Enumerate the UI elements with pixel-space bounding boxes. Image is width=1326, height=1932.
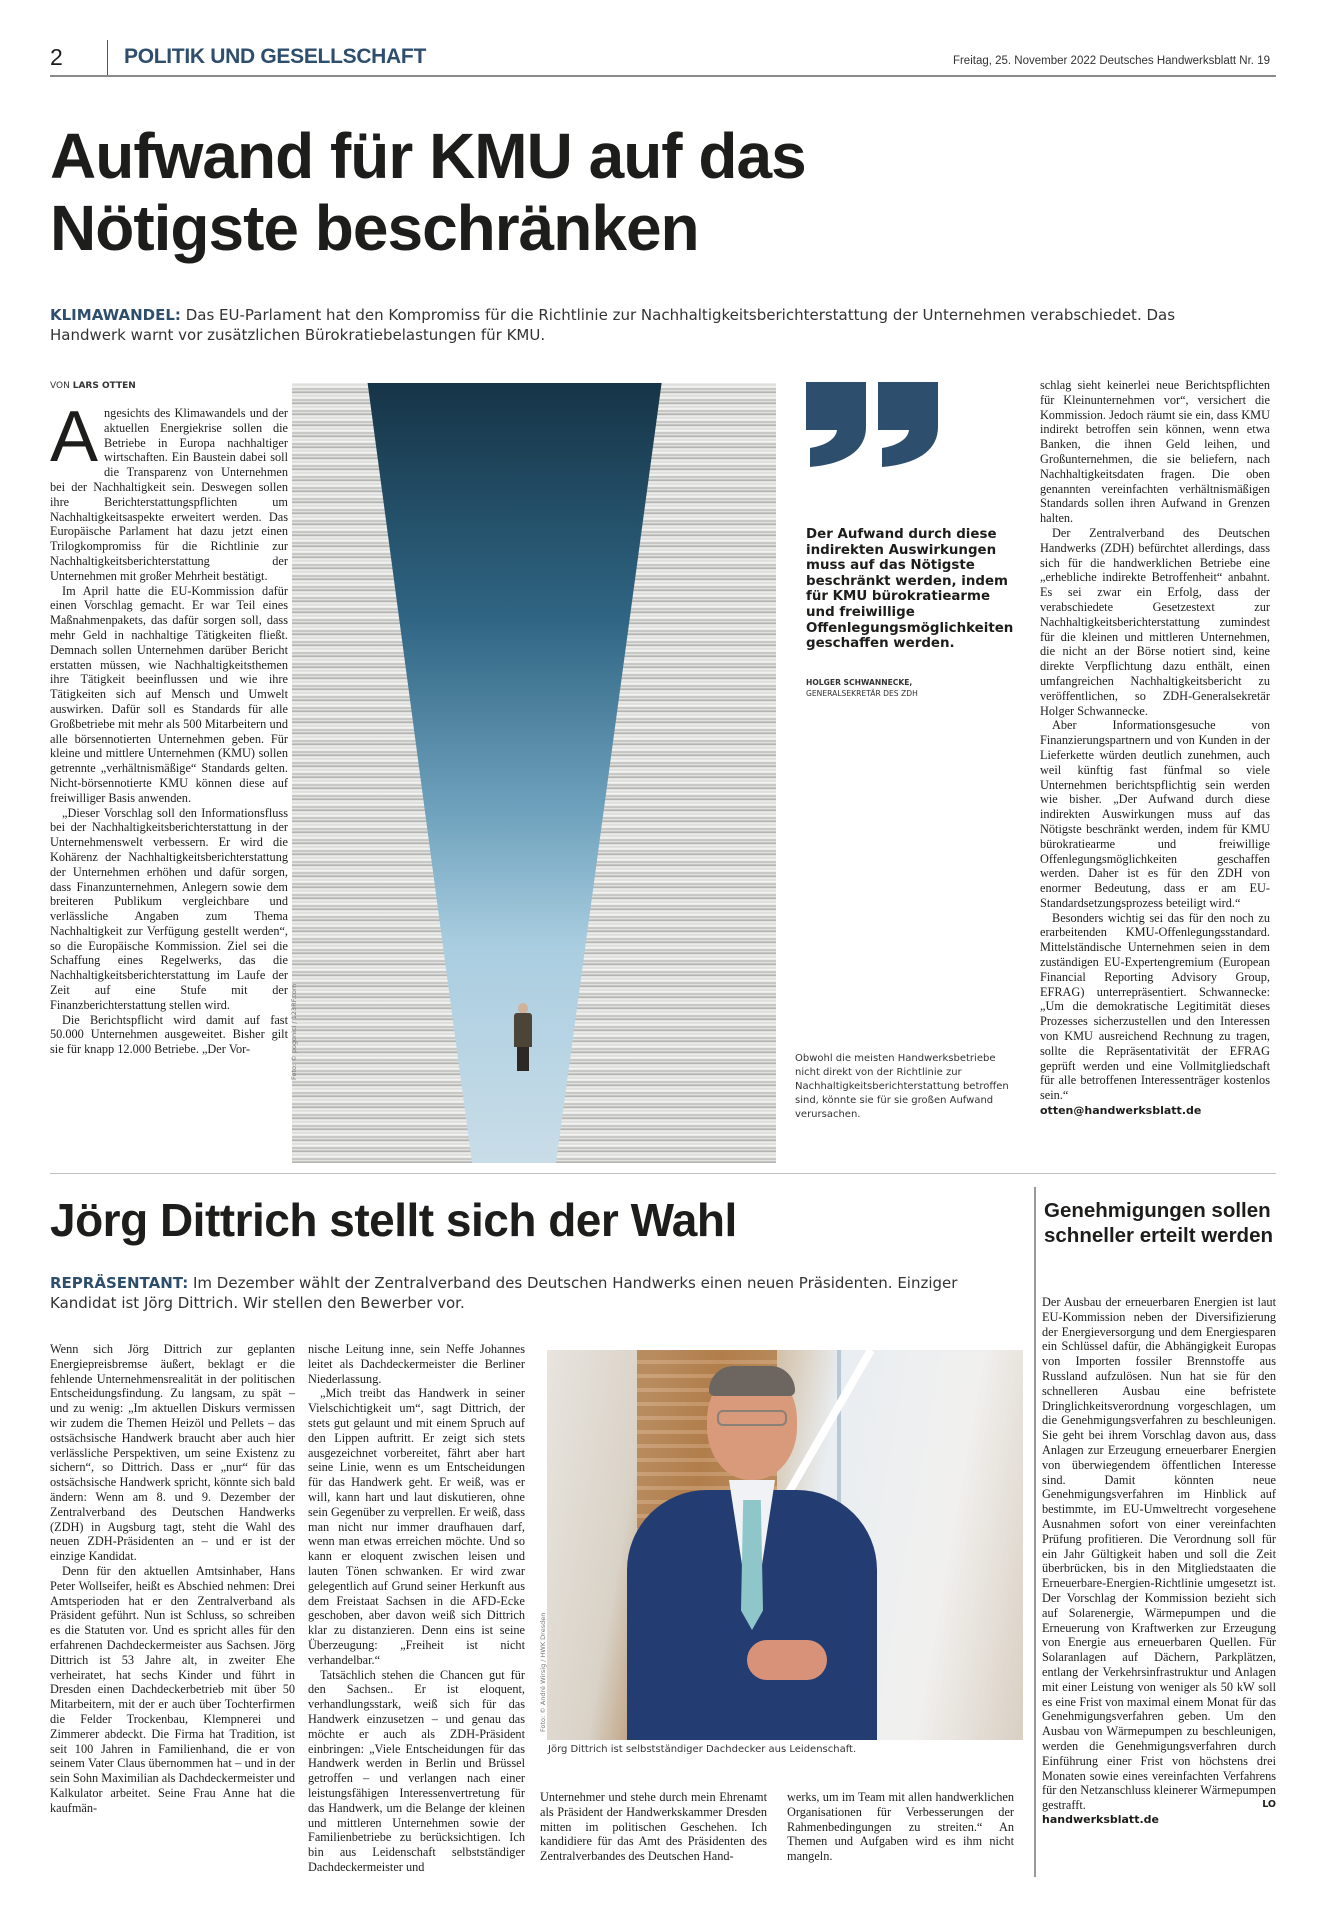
article1-paragraph: Die Berichtspflicht wird damit auf fast 50.000 Unternehmen ausgeweitet. Bisher gilt sie für knapp 12.000 Betriebe. „Der Vor- — [50, 1012, 288, 1057]
article1-headline: Aufwand für KMU auf das Nötigste beschränken — [50, 120, 806, 264]
page-number: 2 — [50, 44, 63, 70]
article2-lead-text: Im Dezember wählt der Zentralverband des Deutschen Handwerks einen neuen Präsidenten. Einziger Kandidat ist Jörg Dittrich. Wir stellen den Bewerber vor. — [50, 1274, 958, 1312]
article1-column-3 — [1040, 378, 1270, 1119]
author-initials: LO — [1262, 1799, 1276, 1811]
photo-credit: Foto: © André Wirsig / HWK Dresden — [539, 1612, 547, 1732]
article2-kicker: REPRÄSENTANT: — [50, 1274, 189, 1292]
article1-paragraph: Der Zentralverband des Deutschen Handwerks (ZDH) befürchtet allerdings, dass sich für die handwerklichen Betriebe eine „erhebliche indirekte Betroffenheit“ anbahnt. Es sei zwar ein Erfolg, dass der verabschiedete Gesetzestext zur Nachhaltigkeitsberichterstattung zumindest für die kleinen und mittleren Unternehmen, die nicht an der Börse notiert sind, keine direkte Verpflichtung dazu enthält, einen umfangreichen Nachhaltigkeitsbericht zu veröffentlichen, so ZDH-Generalsekretär Holger Schwannecke. — [1040, 525, 1270, 718]
article1-lead — [50, 305, 1250, 345]
article1-paragraph: Aber Informationsgesuche von Finanzierungspartnern und von Kunden in der Lieferkette würden deutlich zunehmen, auch weil künftig fast fünfmal so viele Unternehmen berichtspflichtig sein werden wie bisher. „Der Aufwand durch diese indirekten Auswirkungen muss auf das Nötigste beschränkt werden, indem für KMU bürokratiearme und freiwillige Offenlegungsmöglichkeiten geschaffen werden. Daher ist es für den ZDH von enormer Bedeutung, dass er am EU-Standardsetzungsprozess beteiligt wird.“ — [1040, 718, 1270, 910]
pullquote-text: Der Aufwand durch diese indirekten Auswirkungen muss auf das Nötigste beschränkt werden, indem für KMU bürokratiearme und freiwillige Offenlegungsmöglichkeiten geschaffen werden. — [806, 527, 1014, 652]
article1-paragraph — [50, 397, 288, 584]
article2-paragraph: Denn für den aktuellen Amtsinhaber, Hans Peter Wollseifer, heißt es Abschied nehmen: Drei Amtsperioden hat er den Zentralverband als Präsident geführt. Nun ist Schluss, so schreiben es die Statuten vor. Und es spricht alles für den erfahrenen Dachdeckermeister aus Sachsen. Jörg Dittrich ist 53 Jahre alt, in zweiter Ehe verheiratet, hat sechs Kinder und führt in Dresden einen Dachdeckerbetrieb mit über 50 Mitarbeitern, mit der er auch über Tochterfirmen die Felder Trockenbau, Klempnerei und Zimmerer abdeckt. Die Firma hat Tradition, ist seit 100 Jahren in Familienhand, die er von seinem Vater Claus übernommen hat – und in der sein Sohn Maximilian als Dachdeckermeister und Kalkulator arbeitet. Seine Frau Anne hat die kaufmän- — [50, 1563, 295, 1815]
article2-paragraph: Tatsächlich stehen die Chancen gut für den Sachsen.. Er ist eloquent, verhandlungsstark, weiß sich für das Handwerk einzusetzen – und genau das möchte er auch als ZDH-Präsident einbringen: „Viele Entscheidungen für das Handwerk werden in Berlin und Brüssel getroffen – und verlangen nach einer leistungsfähigen Interessenvertretung für das Handwerk, um die Belange der kleinen und mittleren Unternehmen sowie der Familienbetriebe zu berücksichtigen. Ich bin aus Leidenschaft selbstständiger Dachdeckermeister und — [308, 1667, 525, 1874]
sidebar-text: Der Ausbau der erneuerbaren Energien ist laut EU-Kommission neben der Diversifizierung der Energieversorgung und dem Energiesparen ein Schlüssel dafür, die Abhängigkeit Europas von Importen fossiler Brennstoffe aus Russland aufzulösen. Nun hat sie für den schnelleren Ausbau eine befristete Dringlichkeitsverordnung vorgeschlagen, um die Genehmigungsverfahren zu beschleunigen. Sie geht bei ihrem Vorschlag davon aus, dass Anlagen zur Erzeugung erneuerbarer Energien von überwiegendem öffentlichen Interesse sind. Damit könnten neue Genehmigungsverfahren im Hinblick auf bestimmte, im EU-Umweltrecht vorgesehene Ausnahmen sofort von einer vereinfachten Prüfung profitieren. Die Verordnung soll für ein Jahr Gültigkeit haben und soll die Zeit überbrücken, bis in den Mitgliedstaaten die Erneuerbare-Energien-Richtlinie umgesetzt ist. Der Vorschlag der Kommission bezieht sich auf Solarenergie, Wärmepumpen und die Erneuerung von Kraftwerken zur Erzeugung von Energie aus erneuerbaren Quellen. Für Solaranlagen auf Dächern, Parkplätzen, entlang der Verkehrsinfrastruktur und Anlagen mit einer Leistung von weniger als 50 kW soll es eine Frist von maximal einem Monat für das Genehmigungsverfahren geben. Um den Ausbau von Wärmepumpen zu beschleunigen, werden die Genehmigungsverfahren durch Einführung einer Frist von höchstens drei Monaten sowie eines vereinfachten Verfahrens für den Netzanschluss kleinerer Wärmepumpen gestrafft. — [1042, 1295, 1277, 1813]
header-rule — [50, 75, 1276, 77]
byline — [50, 381, 136, 391]
article1-column-1 — [50, 397, 288, 1057]
article1-paragraph: Im April hatte die EU-Kommission dafür einen Vorschlag gemacht. Er war Teil eines Maßnahmenpakets, das dafür sorgen soll, dass mehr Geld in nachhaltige Tätigkeiten fließt. Demnach sollen Unternehmen darüber Bericht erstatten müssen, wie Nachhaltigkeitsthemen ihre Tätigkeit beeinflussen und wie ihre Tätigkeiten sich auf Mensch und Umwelt auswirken. Dafür soll es Standards für alle Großbetriebe mit mehr als 500 Mitarbeitern und alle börsennotierten Unternehmen geben. Für kleine und mittlere Unternehmen (KMU) sollen getrennte „verhältnismäßige“ Standards gelten. Nicht-börsennotierte KMU können diese auf freiwilliger Basis anwenden. — [50, 583, 288, 805]
section-title: POLITIK UND GESELLSCHAFT — [124, 45, 426, 68]
article1-paragraph: schlag sieht keinerlei neue Berichtspflichten für Kleinunternehmen vor“, versichert die Kommission. Jedoch räumt sie ein, dass KMU indirekt betroffen sein können, wenn etwa Banken, die ihnen Geld leihen, und Großunternehmen, die sie beliefern, nach Nachhaltigkeitsdaten fragen. Die oben genannten vereinfachten verhältnismäßigen Standards sollen ihren Aufwand in Grenzen halten. — [1040, 378, 1270, 526]
article2-paragraph: Wenn sich Jörg Dittrich zur geplanten Energiepreisbremse äußert, beklagt er die fehlende Unternehmensrealität in der politischen Entscheidungsfindung. Zu langsam, zu spät – und zu wenig: „Im aktuellen Diskurs vermissen wir zudem die Themen Heizöl und Pellets – das ostsächsische Handwerk braucht aber auch hier verlässliche Perspektiven, um seine Existenz zu sichern“, so Dittrich. Dass er „nur“ für das ostsächsische Handwerk spricht, könnte sich bald ändern: Wenn am 8. und 9. Dezember der Zentralverband des Deutschen Handwerks (ZDH) in Augsburg tagt, steht die Wahl des neuen ZDH-Präsidenten an – und er ist der einzige Kandidat. — [50, 1342, 295, 1564]
article2-column-2 — [308, 1342, 525, 1875]
quote-mark-icon — [806, 382, 941, 467]
paper-stack-left — [292, 383, 472, 1163]
author-email-link[interactable]: otten@handwerksblatt.de — [1040, 1104, 1202, 1118]
article1-lead-text: Das EU-Parlament hat den Kompromiss für die Richtlinie zur Nachhaltigkeitsberichterstattung der Unternehmen verabschiedet. Das Handwerk warnt vor zusätzlichen Bürokratiebelastungen für KMU. — [50, 306, 1176, 344]
dropcap: A — [50, 397, 99, 477]
article-divider — [50, 1173, 1276, 1174]
article2-paragraph: nische Leitung inne, sein Neffe Johannes leitet als Dachdeckermeister die Berliner Niederlassung. — [308, 1342, 525, 1386]
website-link[interactable]: handwerksblatt.de — [1042, 1812, 1159, 1826]
article1-paragraph: Besonders wichtig sei das für den noch zu erarbeitenden KMU-Offenlegungsstandard. Mittelständische Unternehmen seien in dem zuständigen EU-Expertengremium (European Financial Reporting Advisory Group, EFRAG) unterrepräsentiert. Schwannecke: „Um die demokratische Legitimität dieses Prozesses sicherzustellen und den Interessen von KMU ausreichend Rechnung zu tragen, sollte die Repräsentativität der EFRAG geprüft werden und eine Vollmitgliedschaft für alle betroffenen Interessenträger kostenlos sein.“ — [1040, 910, 1270, 1103]
sidebar-body — [1042, 1295, 1276, 1828]
sidebar-rule — [1034, 1187, 1036, 1877]
pullquote-author: HOLGER SCHWANNECKE, — [806, 678, 913, 687]
article2-paragraph: werks, um im Team mit allen handwerklichen Organisationen für Verbesserungen der Rahmenbedingungen zu streiten.“ An Themen und Aufgaben wird es ihm nicht mangeln. — [787, 1790, 1014, 1864]
article2-column-3 — [540, 1790, 767, 1864]
byline-author: LARS OTTEN — [72, 381, 136, 391]
portrait-person — [617, 1370, 897, 1740]
paragraph-text: ngesichts des Klimawandels und der aktuellen Energiekrise sollen die Betriebe in Europa nachhaltiger wirtschaften. Ein Baustein dabei soll die Transparenz von Unternehmen bei der Nachhaltigkeit sein. Deswegen sollen ihre Berichterstattungspflichten um Nachhaltigkeitsaspekte erweitert werden. Das Europäische Parlament hat dazu jetzt einen Trilogkompromiss für die Richtlinie zur Nachhaltigkeitsberichterstattung der Unternehmen mit großer Mehrheit bestätigt. — [50, 406, 288, 583]
article2-paragraph: „Mich treibt das Handwerk in seiner Vielschichtigkeit um“, sagt Dittrich, der stets gut gelaunt und mit einem Spruch auf den Lippen auftritt. Er zeigt sich stets ausgezeichnet vorbereitet, fährt aber hart seine Linie, wenn es um Entscheidungen für das Handwerk geht. Er weiß, was er will, kann hart und laut diskutieren, ohne sein Gegenüber zu verprellen. Er weiß, dass man nicht nur immer draufhauen darf, wenn man etwas erreichen möchte. Und so kann er eloquent zwischen leisen und lauten Tönen schwanken. Er wird zwar gelegentlich auf Grund seiner Herkunft aus dem Freistaat Sachsen in die AFD-Ecke geschoben, aber davon weiß sich Dittrich klar zu distanzieren. Denn eins ist seine Überzeugung: „Freiheit ist nicht verhandelbar.“ — [308, 1386, 525, 1667]
header-divider — [107, 40, 108, 76]
article2-lead — [50, 1273, 1010, 1313]
byline-prefix: VON — [50, 381, 70, 391]
issue-info: Freitag, 25. November 2022 Deutsches Handwerksblatt Nr. 19 — [952, 55, 1270, 67]
article1-kicker: KLIMAWANDEL: — [50, 306, 181, 324]
article1-paragraph: „Dieser Vorschlag soll den Informationsfluss bei der Nachhaltigkeitsberichterstattung in der Unternehmenswelt verbessern. Er wird die Kohärenz der Nachhaltigkeitsberichterstattung der Unternehmen erhöhen und dafür sorgen, dass Finanzunternehmen, Anlegern sowie dem breiteren Publikum vergleichbare und verlässliche Angaben zum Thema Nachhaltigkeit zur Verfügung gestellt werden“, so die Europäische Kommission. Ziel sei die Schaffung eines Regelwerks, das die Nachhaltigkeitsberichterstattung im Laufe der Zeit auf eine Stufe mit der Finanzberichterstattung stellen wird. — [50, 805, 288, 1012]
pullquote-attribution — [806, 678, 1016, 699]
pullquote-role: GENERALSEKRETÄR DES ZDH — [806, 688, 918, 698]
photo-caption: Jörg Dittrich ist selbstständiger Dachdecker aus Leidenschaft. — [548, 1744, 857, 1755]
photo-credit: Foto: © pogonici / 123RF.com — [290, 983, 298, 1080]
sidebar-paragraph — [1042, 1295, 1276, 1813]
paper-stack-right — [556, 383, 776, 1163]
photo-caption: Obwohl die meisten Handwerksbetriebe nicht direkt von der Richtlinie zur Nachhaltigkeitsberichterstattung betroffen sind, könnte sie für sie großen Aufwand verursachen. — [795, 1053, 1009, 1120]
article2-column-1 — [50, 1342, 295, 1816]
article2-headline: Jörg Dittrich stellt sich der Wahl — [50, 1194, 737, 1246]
businessman-figure — [512, 1003, 534, 1073]
paper-stacks-photo — [292, 383, 776, 1163]
dittrich-portrait-photo — [547, 1350, 1023, 1740]
article2-paragraph: Unternehmer und stehe durch mein Ehrenamt als Präsident der Handwerkskammer Dresden mitten im politischen Geschehen. Ich kandidiere für das Amt des Präsidenten des Zentralverbandes des Deutschen Hand- — [540, 1790, 767, 1864]
article2-column-4 — [787, 1790, 1014, 1864]
sidebar-headline: Genehmigungen sollen schneller erteilt werden — [1044, 1199, 1274, 1247]
